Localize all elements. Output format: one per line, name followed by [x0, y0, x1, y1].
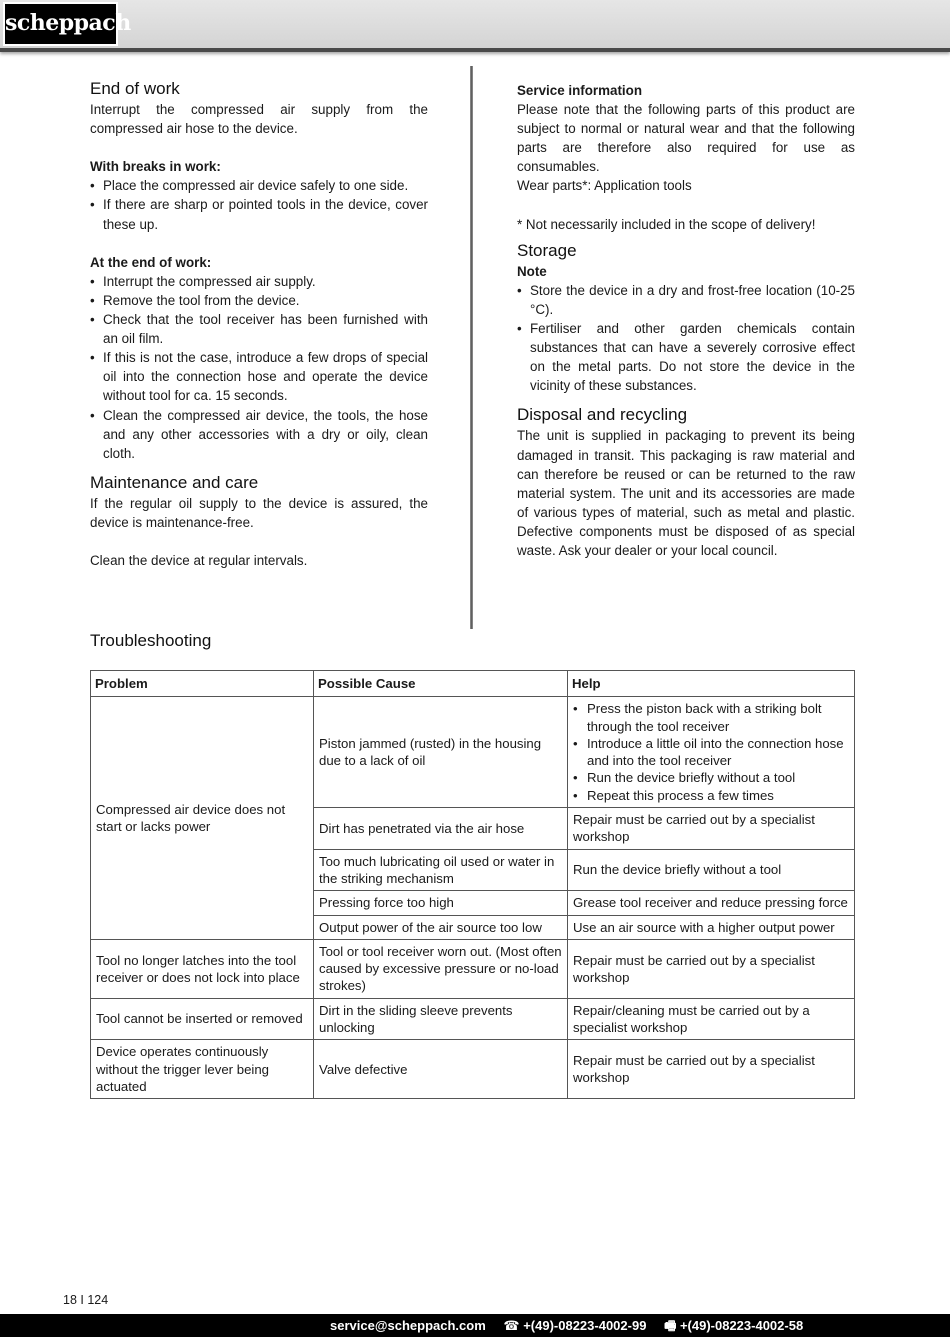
disposal-heading: Disposal and recycling — [517, 405, 688, 425]
help-cell: Run the device briefly without a tool — [568, 849, 855, 891]
wear-parts-text: Wear parts*: Application tools — [517, 178, 692, 194]
maintenance-clean-text: Clean the device at regular intervals. — [90, 553, 308, 569]
footer-fax: 🖷 +(49)-08223-4002-58 — [664, 1318, 804, 1333]
problem-cell: Device operates continuously without the trigger lever being actuated — [91, 1040, 314, 1099]
service-heading: Service information — [517, 83, 643, 98]
problem-cell: Tool cannot be inserted or removed — [91, 998, 314, 1040]
header-problem: Problem — [91, 671, 314, 697]
table-row — [91, 697, 855, 808]
storage-heading: Storage — [517, 240, 577, 260]
troubleshooting-table — [90, 670, 855, 1099]
list-item: • If this is not the case, introduce a few drops of special oil into the connection hose and operate the device without tool for ca. 15 seconds. — [90, 348, 428, 405]
list-item: • Press the piston back with a striking bolt through the tool receiver — [573, 700, 849, 735]
table-row — [91, 939, 855, 998]
list-item: • If there are sharp or pointed tools in the device, cover these up. — [90, 195, 428, 233]
page-footer — [0, 1314, 950, 1337]
help-cell: Repair/cleaning must be carried out by a specialist workshop — [568, 998, 855, 1040]
table-row — [91, 998, 855, 1040]
list-item: • Interrupt the compressed air supply. — [90, 272, 428, 291]
list-item: • Fertiliser and other garden chemicals contain substances that can have a severely corrosive effect on the metal parts. Do not store the device in the vicinity of these substances. — [517, 319, 855, 395]
list-item: • Remove the tool from the device. — [90, 291, 428, 310]
list-item: • Clean the compressed air device, the tools, the hose and any other accessories with a dry or oily, clean cloth. — [90, 406, 428, 463]
right-column — [517, 81, 855, 560]
footer-phone: ☎ +(49)-08223-4002-99 — [503, 1318, 647, 1333]
help-cell: Use an air source with a higher output power — [568, 915, 855, 939]
storage-note-label: Note — [517, 263, 547, 279]
table-row — [91, 1040, 855, 1099]
breaks-list — [90, 176, 428, 233]
end-of-work-list — [90, 272, 428, 463]
header-help: Help — [568, 671, 855, 697]
end-of-work-intro: Interrupt the compressed air supply from the compressed air hose to the device. — [90, 102, 428, 137]
list-item: • Introduce a little oil into the connection hose and into the tool receiver — [573, 735, 849, 770]
end-of-work-heading: End of work — [90, 79, 180, 98]
maintenance-heading: Maintenance and care — [90, 472, 259, 492]
page-header — [0, 0, 950, 52]
cause-cell: Tool or tool receiver worn out. (Most often caused by excessive pressure or no-load strokes) — [314, 939, 568, 998]
cause-cell: Pressing force too high — [314, 891, 568, 915]
footer-email[interactable]: service@scheppach.com — [330, 1318, 486, 1333]
list-item: • Run the device briefly without a tool — [573, 769, 849, 786]
delivery-note: * Not necessarily included in the scope of delivery! — [517, 216, 816, 232]
cause-cell: Dirt has penetrated via the air hose — [314, 808, 568, 850]
cause-cell: Piston jammed (rusted) in the housing due to a lack of oil — [314, 697, 568, 808]
help-cell: Repair must be carried out by a specialist workshop — [568, 1040, 855, 1099]
header-cause: Possible Cause — [314, 671, 568, 697]
left-column — [90, 78, 428, 570]
troubleshooting-heading: Troubleshooting — [90, 631, 212, 650]
cause-cell: Valve defective — [314, 1040, 568, 1099]
cause-cell: Dirt in the sliding sleeve prevents unlocking — [314, 998, 568, 1040]
help-list — [573, 700, 849, 804]
list-item: • Place the compressed air device safely to one side. — [90, 176, 428, 195]
end-subheading: At the end of work: — [90, 254, 212, 270]
cause-cell: Too much lubricating oil used or water in the striking mechanism — [314, 849, 568, 891]
cause-cell: Output power of the air source too low — [314, 915, 568, 939]
list-item: • Store the device in a dry and frost-free location (10-25 °C). — [517, 281, 855, 319]
service-text: Please note that the following parts of this product are subject to normal or natural wear and that the following parts are therefore also required for use as consumables. — [517, 102, 855, 175]
problem-cell: Tool no longer latches into the tool receiver or does not lock into place — [91, 939, 314, 998]
brand-logo: scheppach — [3, 2, 118, 46]
problem-cell: Compressed air device does not start or lacks power — [91, 697, 314, 940]
storage-list — [517, 281, 855, 396]
help-cell: Grease tool receiver and reduce pressing force — [568, 891, 855, 915]
help-cell — [568, 697, 855, 808]
help-cell: Repair must be carried out by a specialist workshop — [568, 939, 855, 998]
disposal-text: The unit is supplied in packaging to prevent its being damaged in transit. This packaging is raw material and can therefore be reused or can be returned to the raw material system. The unit and its accessories are made of various types of material, such as metal and plastic. Defective components must be disposed of as special waste. Ask your dealer or your local council. — [517, 428, 855, 558]
help-cell: Repair must be carried out by a specialist workshop — [568, 808, 855, 850]
column-divider — [470, 66, 473, 629]
breaks-subheading: With breaks in work: — [90, 159, 221, 175]
maintenance-text: If the regular oil supply to the device is assured, the device is maintenance-free. — [90, 495, 428, 530]
table-header-row — [91, 671, 855, 697]
list-item: • Check that the tool receiver has been furnished with an oil film. — [90, 310, 428, 348]
page-number: 18 I 124 — [63, 1293, 109, 1307]
list-item: • Repeat this process a few times — [573, 787, 849, 804]
